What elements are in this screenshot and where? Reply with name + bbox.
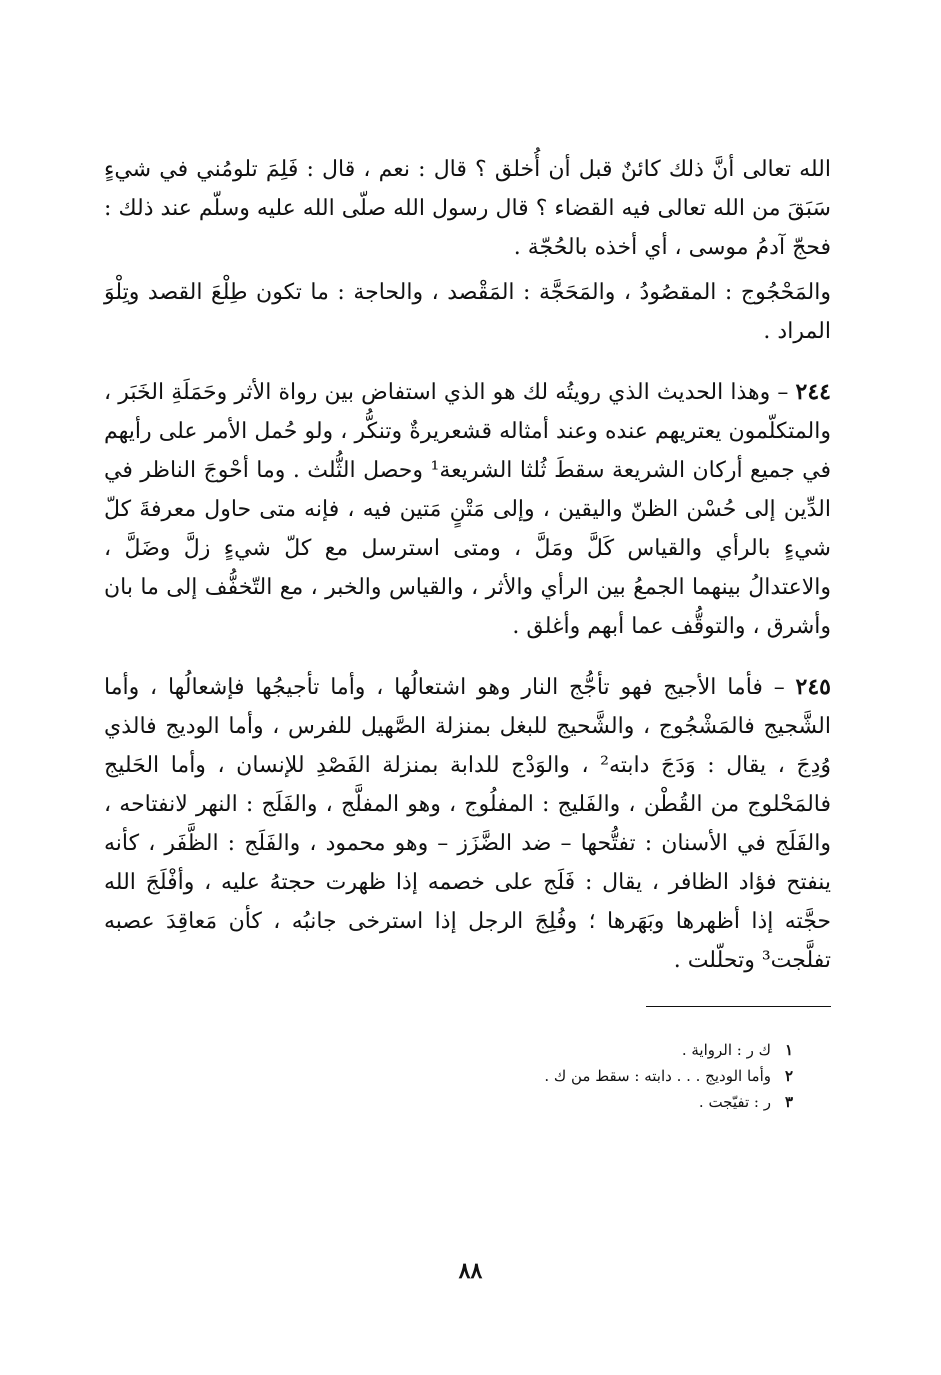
paragraph-244 bbox=[104, 373, 831, 646]
footnote-separator bbox=[646, 1006, 831, 1007]
footnote-text: وأما الوديج . . . دابته : سقط من ك . bbox=[544, 1067, 771, 1085]
footnote bbox=[104, 1037, 793, 1063]
footnote-number: ١ bbox=[784, 1041, 793, 1059]
footnote bbox=[104, 1089, 793, 1115]
paragraph-continuation bbox=[104, 150, 831, 267]
paragraph-definition bbox=[104, 273, 831, 351]
footnote-number: ٣ bbox=[784, 1093, 793, 1111]
footnote-text: ك ر : الرواية . bbox=[681, 1041, 771, 1059]
page-number: ٨٨ bbox=[458, 1258, 483, 1284]
paragraph-number: ٢٤٥ bbox=[795, 674, 831, 700]
paragraph-text: – وهذا الحديث الذي رويتُه لك هو الذي استفاض بين رواة الأثر وحَمَلَةِ الخَبَر ، والمتكلّمون يعتريهم عنده وعند أمثاله قشعريرةٌ وتنكُّر ، ولو حُمل الأمر على رأيهم في جميع أركان الشريعة سقطَ ثُلثا الشريعة¹ وحصل الثُّلث . وما أحْوجَ الناظر في الدِّين إلى حُسْن الظنّ واليقين ، وإلى مَتْنٍ مَتين فيه ، فإنه متى حاول معرفةَ كلّ شيءٍ بالرأي والقياس كَلَّ ومَلَّ ، ومتى استرسل مع كلّ شيءٍ زلَّ وضَلَّ ، والاعتدالُ بينهما الجمعُ بين الرأي والأثر ، والقياس والخبر ، مع التّخفُّف إلى ما بان وأشرق ، والتوقُّف عما أبهم وأغلق . bbox=[104, 380, 832, 639]
paragraph-text: الله تعالى أنَّ ذلك كائنٌ قبل أن أُخلق ؟ قال : نعم ، قال : فَلِمَ تلومُني في شيءٍ سَبَقَ من الله تعالى فيه القضاء ؟ قال رسول الله صلّى الله عليه وسلّم عند ذلك : فحجّ آدمُ موسى ، أي أخذه بالحُجّة . bbox=[104, 157, 831, 260]
paragraph-text: – فأما الأجيج فهو تأجُّج النار وهو اشتعالُها ، وأما تأجيجُها فإشعالُها ، وأما الشَّجيج فالمَشْجُوج ، والشَّحيج للبغل بمنزلة الصَّهيل للفرس ، وأما الوديج فالذي وُدِجَ ، يقال : وَدَجَ دابته² ، والوَدْج للدابة بمنزلة الفَصْدِ للإنسان ، وأما الحَليج فالمَحْلوج من القُطْن ، والفَليج : المفلُوج ، وهو المفلَّج ، والفَلَج : النهر لانفتاحه ، والفَلَج في الأسنان : تفتُّحها – ضد الضَّزَز – وهو محمود ، والفَلَج : الظَّفَر ، كأنه ينفتح فؤاد الظافر ، يقال : فَلَج على خصمه إذا ظهرت حجتهُ عليه ، وأفْلَجَ الله حجَّته إذا أظهرها وبَهَرها ؛ وفُلِجَ الرجل إذا استرخى جانبُه ، كأن مَعاقِدَ عصبه تفلَّجت³ وتحلّلت . bbox=[104, 675, 831, 973]
paragraph-number: ٢٤٤ bbox=[795, 379, 831, 405]
footnote-number: ٢ bbox=[784, 1067, 793, 1085]
paragraph-text: والمَحْجُوج : المقصُودُ ، والمَحَجَّة : المَقْصد ، والحاجة : ما تكون طِلْعَ القصد وتِلْوَ المراد . bbox=[104, 280, 831, 344]
footnote bbox=[104, 1063, 793, 1089]
footnotes bbox=[104, 1037, 831, 1115]
paragraph-245 bbox=[104, 668, 831, 980]
footnote-text: ر : تفيّجت . bbox=[698, 1093, 771, 1111]
